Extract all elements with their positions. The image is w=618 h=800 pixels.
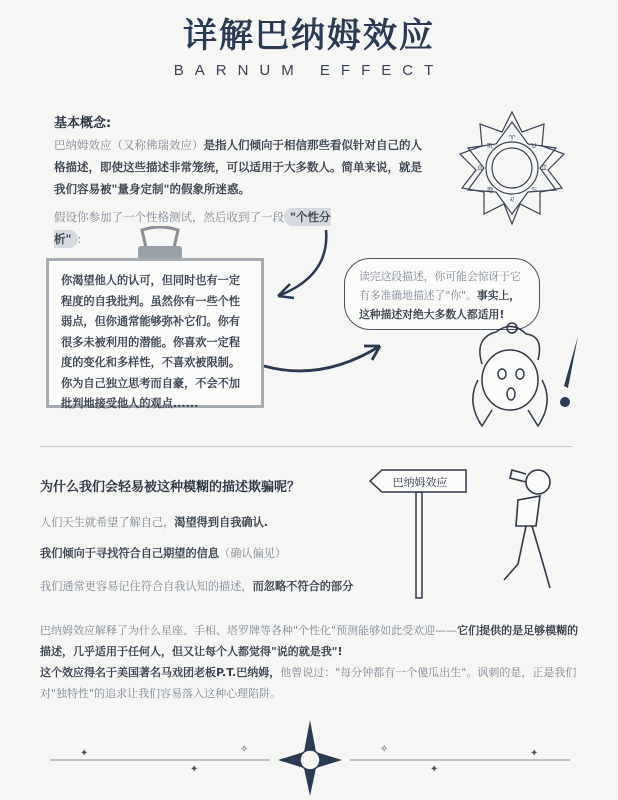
- svg-text:♉: ♉: [530, 142, 538, 150]
- reason-2: [40, 545, 286, 561]
- section-divider: [40, 446, 572, 447]
- reason-1-emphasis: 渴望得到自我确认.: [174, 516, 269, 529]
- conclusion-1-text: 巴纳姆效应解释了为什么星座、手相、塔罗牌等各种"个性化"预测能够如此受欢迎——: [40, 624, 458, 637]
- reason-2-we: 我们: [40, 547, 63, 560]
- signpost-icon: [366, 460, 476, 600]
- conclusion-paragraph-2: [40, 662, 580, 704]
- zodiac-wheel-icon: [452, 108, 572, 228]
- reason-3-text: 我们通常更容易记住符合自我认知的描述，: [40, 580, 253, 593]
- svg-text:✦: ✦: [430, 764, 439, 775]
- concept-heading: 基本概念:: [54, 116, 112, 131]
- reason-3-emphasis: 而忽略不符合的部分: [252, 580, 354, 593]
- personality-analysis-note: 你渴望他人的认可，但同时也有一定程度的自我批判。虽然你有一些个性弱点，但你通常能够弥补它们。你有很多未被利用的潜能。你喜欢一定程度的变化和多样性，不喜欢被限制。你为自己独立思考而自豪，不会不加批判地接受他人的观点......: [46, 258, 264, 408]
- concept-term: 巴纳姆效应（又称佛瑞效应）: [54, 138, 204, 152]
- conclusion-paragraph-1: [40, 620, 580, 662]
- stick-figure-icon: [488, 456, 578, 600]
- reason-1-text: 人们天生就希望了解自己，: [40, 516, 175, 529]
- curved-arrow-up-icon: [268, 224, 338, 304]
- reason-1: [40, 514, 268, 530]
- bubble-emphasis: 事实上，这种描述对绝大多数人都适用!: [359, 289, 521, 321]
- sun-moon-ornament-icon: [40, 712, 580, 796]
- reason-2-emphasis: 倾向于寻找符合自己期望的信息: [62, 547, 220, 560]
- svg-text:♎: ♎: [476, 164, 484, 172]
- svg-text:♊: ♊: [540, 164, 548, 172]
- scenario-text: 假设你参加了一个性格测试，然后收到了一段: [54, 210, 284, 224]
- svg-text:✧: ✧: [380, 744, 389, 755]
- surprised-person-icon: [452, 318, 562, 438]
- conclusion-1-emphasis: 它们提供的是足够模糊的描述，几乎适用于任何人，但又让每个人都觉得"说的就是我"!: [40, 624, 579, 658]
- reason-2-note: （确认偏见）: [219, 547, 287, 560]
- svg-text:✧: ✧: [240, 744, 249, 755]
- concept-paragraph: [54, 134, 426, 200]
- conclusion-2-text: 他曾说过："每分钟都有一个傻瓜出生"。讽刺的是，正是我们对"独特性"的追求让我们容易落入这种心理陷阱。: [40, 666, 577, 700]
- why-question: 为什么我们会轻易被这种模糊的描述欺骗呢？: [40, 480, 301, 495]
- exclamation-icon: [558, 334, 588, 414]
- conclusion-2-emphasis: 这个效应得名于美国著名马戏团老板P.T.巴纳姆，: [40, 666, 281, 679]
- personality-tag: "个性分析": [54, 210, 331, 246]
- curved-arrow-right-icon: [262, 332, 386, 382]
- page-title: 详解巴纳姆效应: [183, 16, 435, 56]
- svg-text:♏: ♏: [486, 142, 494, 150]
- concept-definition: 是指人们倾向于相信那些看似针对自己的人格描述，即使这些描述非常笼统，可以适用于大多数人。简单来说，就是我们容易被"量身定制"的假象所迷惑。: [54, 138, 422, 196]
- signpost-label: 巴纳姆效应: [392, 476, 448, 489]
- svg-text:♍: ♍: [486, 186, 494, 194]
- svg-text:✦: ✦: [80, 748, 89, 759]
- svg-text:✦: ✦: [190, 764, 199, 775]
- bubble-text: 读完这段描述，你可能会惊讶于它有多准确地描述了"你"。: [359, 270, 521, 302]
- reason-3: [40, 578, 353, 594]
- scenario-colon: :: [77, 232, 82, 246]
- svg-text:♌: ♌: [508, 196, 516, 204]
- svg-text:♋: ♋: [530, 186, 538, 194]
- svg-text:✦: ✦: [530, 748, 539, 759]
- svg-text:♈: ♈: [508, 134, 516, 142]
- page-subtitle: BARNUM EFFECT: [173, 62, 445, 79]
